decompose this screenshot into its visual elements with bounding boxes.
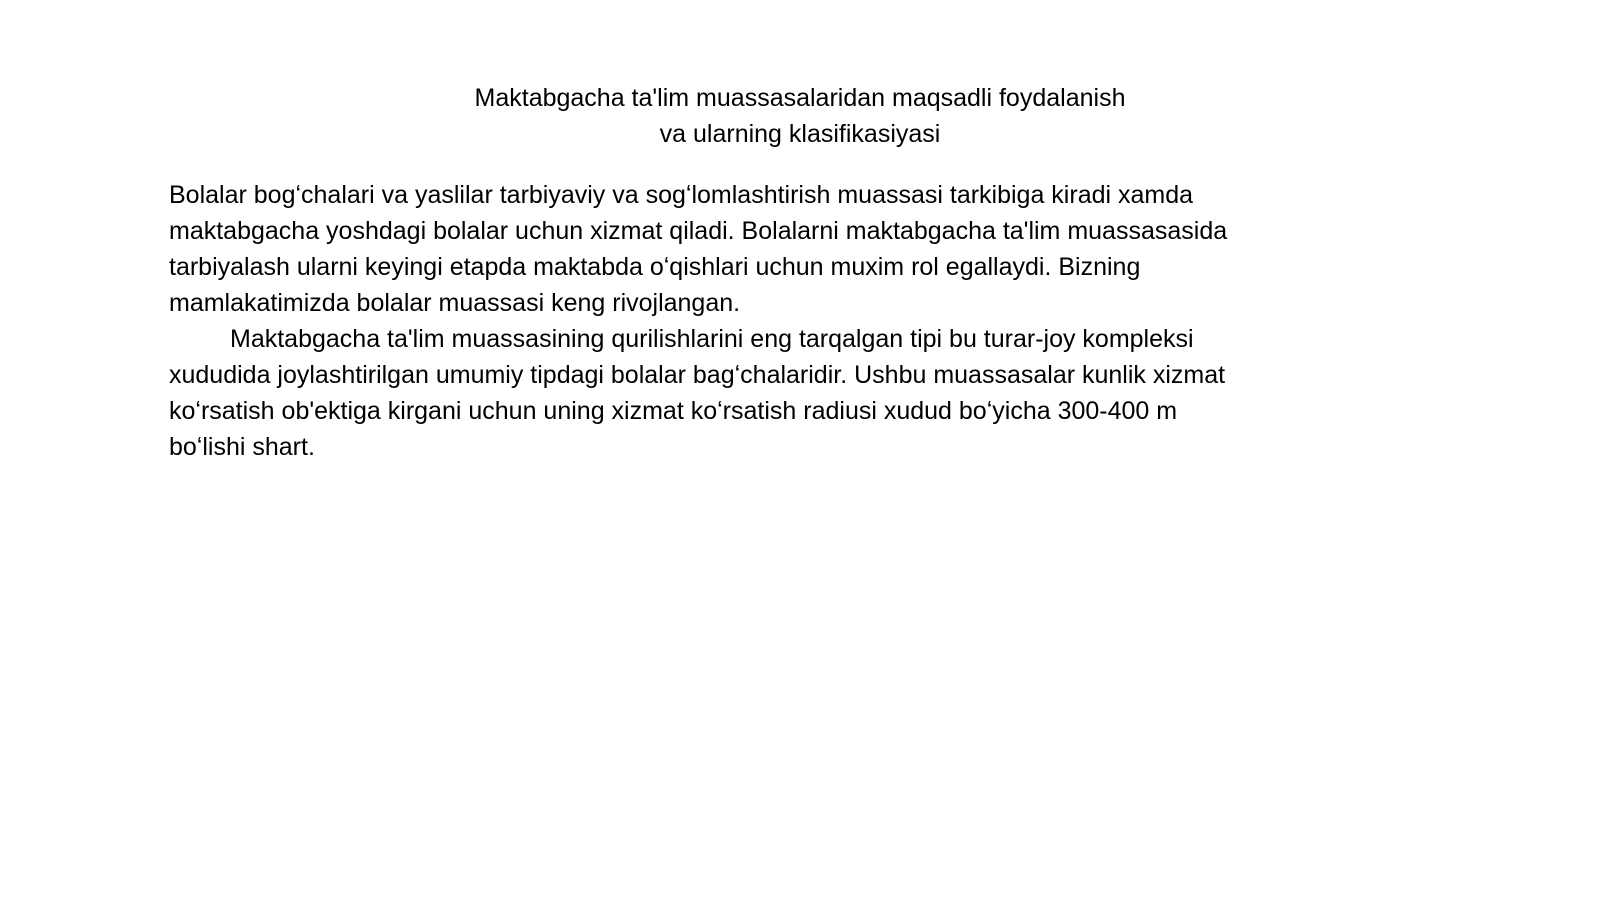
slide-title-line-2: va ularning klasifikasiyasi	[659, 120, 941, 148]
slide-title	[300, 80, 1300, 152]
body-line-1: Bolalar bogʻchalari va yaslilar tarbiyaviy va sogʻlomlashtirish muassasi tarkibiga kiradi xamda	[169, 181, 1194, 209]
body-line-6: xududida joylashtirilgan umumiy tipdagi bolalar bagʻchalaridir. Ushbu muassasalar kunlik xizmat	[169, 361, 1226, 389]
body-line-4: mamlakatimizda bolalar muassasi keng rivojlangan.	[169, 289, 741, 317]
body-line-8: boʻlishi shart.	[169, 433, 315, 461]
body-line-3: tarbiyalash ularni keyingi etapda maktabda oʻqishlari uchun muxim rol egallaydi. Bizning	[169, 253, 1141, 281]
body-line-5: Maktabgacha ta'lim muassasining qurilishlarini eng tarqalgan tipi bu turar-joy kompleksi	[230, 325, 1194, 353]
slide-body	[169, 177, 1344, 465]
slide-title-line-1: Maktabgacha ta'lim muassasalaridan maqsadli foydalanish	[474, 84, 1126, 112]
body-line-2: maktabgacha yoshdagi bolalar uchun xizmat qiladi. Bolalarni maktabgacha ta'lim muassasasida	[169, 217, 1228, 245]
body-line-7: koʻrsatish ob'ektiga kirgani uchun uning xizmat koʻrsatish radiusi xudud boʻyicha 300-400 m	[169, 397, 1178, 425]
